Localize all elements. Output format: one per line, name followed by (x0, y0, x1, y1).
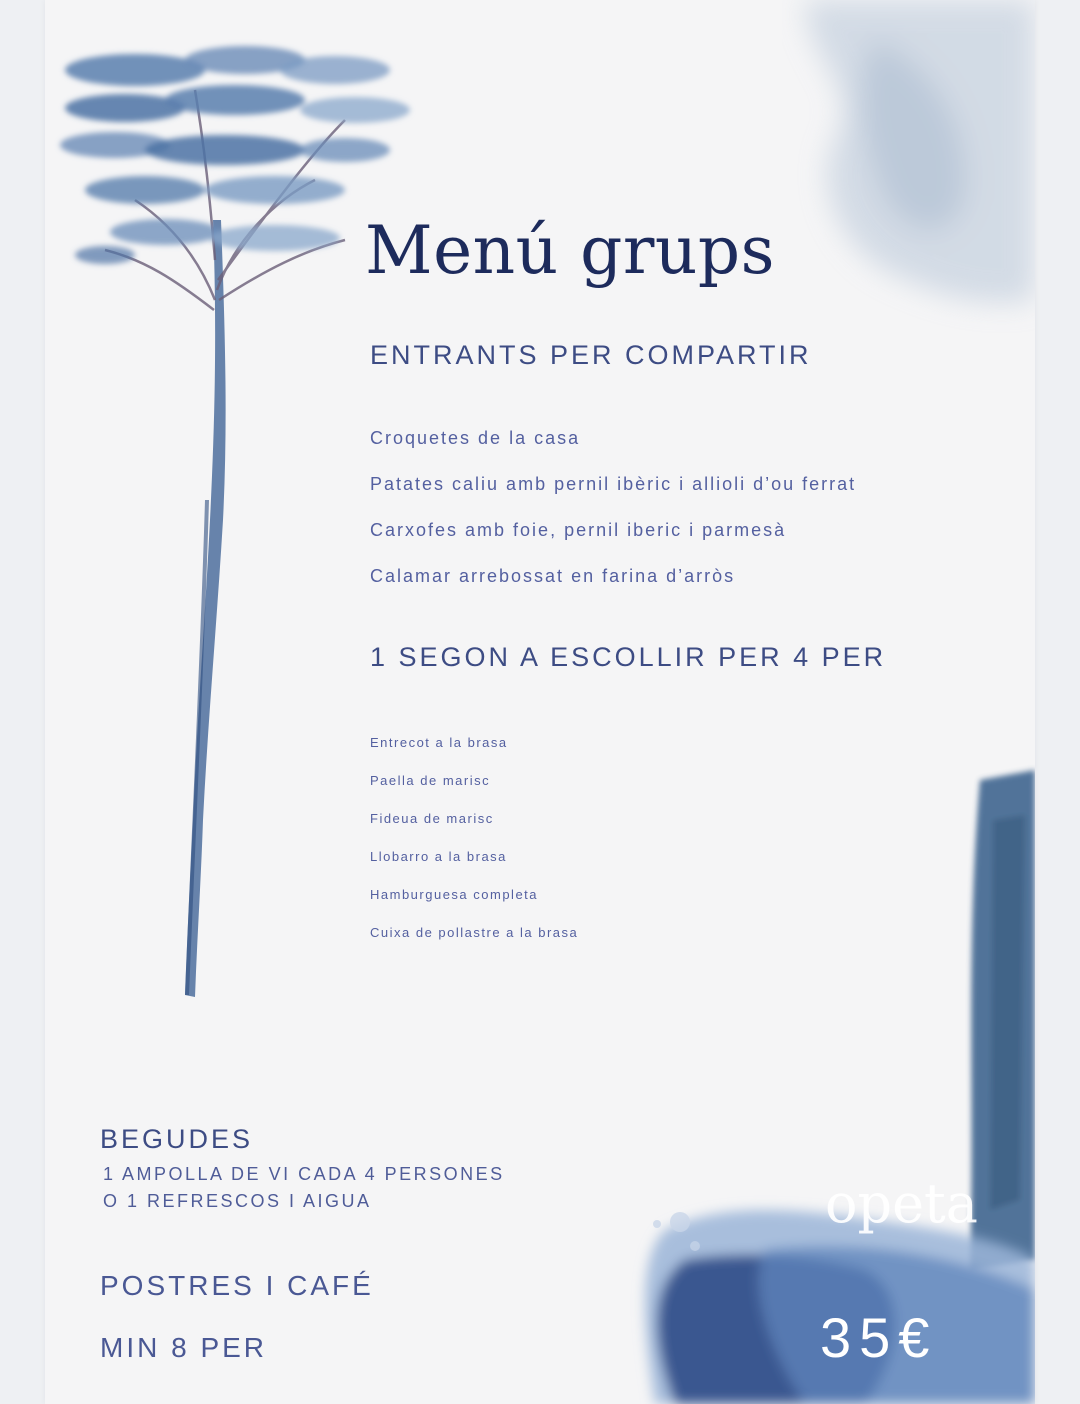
entrants-list (370, 423, 856, 607)
entrants-heading: ENTRANTS PER COMPARTIR (370, 340, 812, 370)
segons-heading: 1 SEGON A ESCOLLIR PER 4 PER (370, 642, 887, 672)
page-title: Menú grups (365, 212, 776, 289)
list-item: Calamar arrebossat en farina d’arròs (370, 566, 736, 586)
segons-list (370, 731, 578, 959)
list-item: Paella de marisc (370, 773, 491, 788)
pine-tree-icon (60, 46, 410, 997)
postres-heading: POSTRES I CAFÉ (100, 1270, 374, 1301)
brand-logo: opeta (825, 1172, 978, 1235)
top-right-wash-icon (805, 0, 1035, 303)
list-item: Hamburguesa completa (370, 887, 539, 902)
right-brush-icon (970, 770, 1035, 1270)
begudes-line-1: 1 AMPOLLA DE VI CADA 4 PERSONES (103, 1164, 505, 1184)
list-item: Cuixa de pollastre a la brasa (370, 925, 579, 940)
list-item: Carxofes amb foie, pernil iberic i parmesà (370, 520, 787, 540)
begudes-heading: BEGUDES (100, 1124, 254, 1154)
list-item: Llobarro a la brasa (370, 849, 507, 864)
list-item: Entrecot a la brasa (370, 735, 508, 750)
menu-page (45, 0, 1035, 1404)
price-label: 35€ (820, 1306, 938, 1369)
list-item: Patates caliu amb pernil ibèric i allioli d’ou ferrat (370, 474, 857, 494)
list-item: Croquetes de la casa (370, 428, 581, 448)
minimum-persons: MIN 8 PER (100, 1332, 268, 1363)
begudes-line-2: O 1 REFRESCOS I AIGUA (103, 1191, 372, 1211)
list-item: Fideua de marisc (370, 811, 494, 826)
